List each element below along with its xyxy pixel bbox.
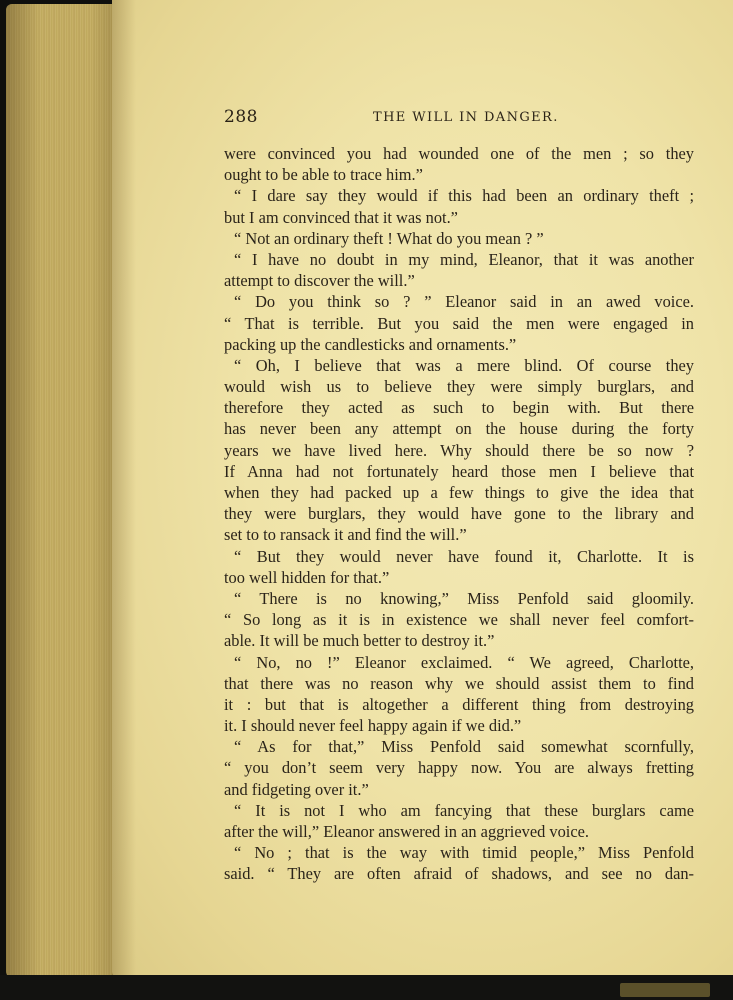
text-line: said. “ They are often afraid of shadows, and see no dan- — [224, 864, 694, 884]
text-line: “ Oh, I believe that was a mere blind. Of course they — [234, 355, 694, 375]
leaf-gutter-shadow — [112, 0, 136, 976]
text-line: “ you don’t seem very happy now. You are always fretting — [224, 758, 694, 778]
text-line: “ It is not I who am fancying that these burglars came — [234, 800, 694, 820]
text-line: it : but that is altogether a different thing from destroying — [224, 694, 694, 714]
text-line: packing up the candlesticks and ornaments.” — [224, 334, 517, 354]
text-line: but I am convinced that it was not.” — [224, 207, 458, 227]
text-line: it. I should never feel happy again if we did.” — [224, 716, 522, 736]
running-head — [224, 107, 696, 131]
scan-bottom-border — [0, 975, 733, 1000]
text-line: able. It will be much better to destroy it.” — [224, 631, 495, 651]
text-line: that there was no reason why we should assist them to find — [224, 673, 694, 693]
body-text — [224, 143, 694, 885]
text-line: therefore they acted as such to begin with. But there — [224, 398, 694, 418]
running-title: THE WILL IN DANGER. — [373, 110, 559, 125]
page-number: 288 — [224, 107, 258, 127]
text-line: too well hidden for that.” — [224, 567, 390, 587]
text-line: and fidgeting over it.” — [224, 779, 369, 799]
text-line: “ That is terrible. But you said the men were engaged in — [224, 313, 694, 333]
text-line: “ As for that,” Miss Penfold said somewhat scornfully, — [234, 737, 694, 757]
text-line: set to to ransack it and find the will.” — [224, 525, 467, 545]
text-line: “ No, no !” Eleanor exclaimed. “ We agreed, Charlotte, — [234, 652, 694, 672]
text-line: “ No ; that is the way with timid people,” Miss Penfold — [234, 843, 694, 863]
text-line: “ But they would never have found it, Charlotte. It is — [234, 546, 694, 566]
text-line: “ So long as it is in existence we shall never feel comfort- — [224, 610, 694, 630]
text-line: attempt to discover the will.” — [224, 271, 415, 291]
text-line: they were burglars, they would have gone to the library and — [224, 504, 694, 524]
text-line: were convinced you had wounded one of the men ; so they — [224, 144, 694, 163]
text-line: ought to be able to trace him.” — [224, 165, 423, 185]
text-line: has never been any attempt on the house during the forty — [224, 419, 694, 439]
text-line: “ I have no doubt in my mind, Eleanor, that it was another — [234, 249, 694, 269]
text-line: would wish us to believe they were simply burglars, and — [224, 377, 694, 397]
text-line: “ I dare say they would if this had been an ordinary theft ; — [234, 186, 694, 206]
text-line: after the will,” Eleanor answered in an aggrieved voice. — [224, 822, 589, 841]
text-line: years we have lived here. Why should there be so now ? — [224, 440, 694, 460]
text-line: when they had packed up a few things to give the idea that — [224, 483, 694, 502]
text-line: “ Not an ordinary theft ! What do you mean ? ” — [234, 228, 544, 248]
text-line: If Anna had not fortunately heard those men I believe that — [224, 461, 694, 481]
page-edges-shading — [6, 4, 118, 979]
text-line: “ Do you think so ? ” Eleanor said in an awed voice. — [234, 292, 694, 312]
text-line: “ There is no knowing,” Miss Penfold said gloomily. — [234, 588, 694, 608]
